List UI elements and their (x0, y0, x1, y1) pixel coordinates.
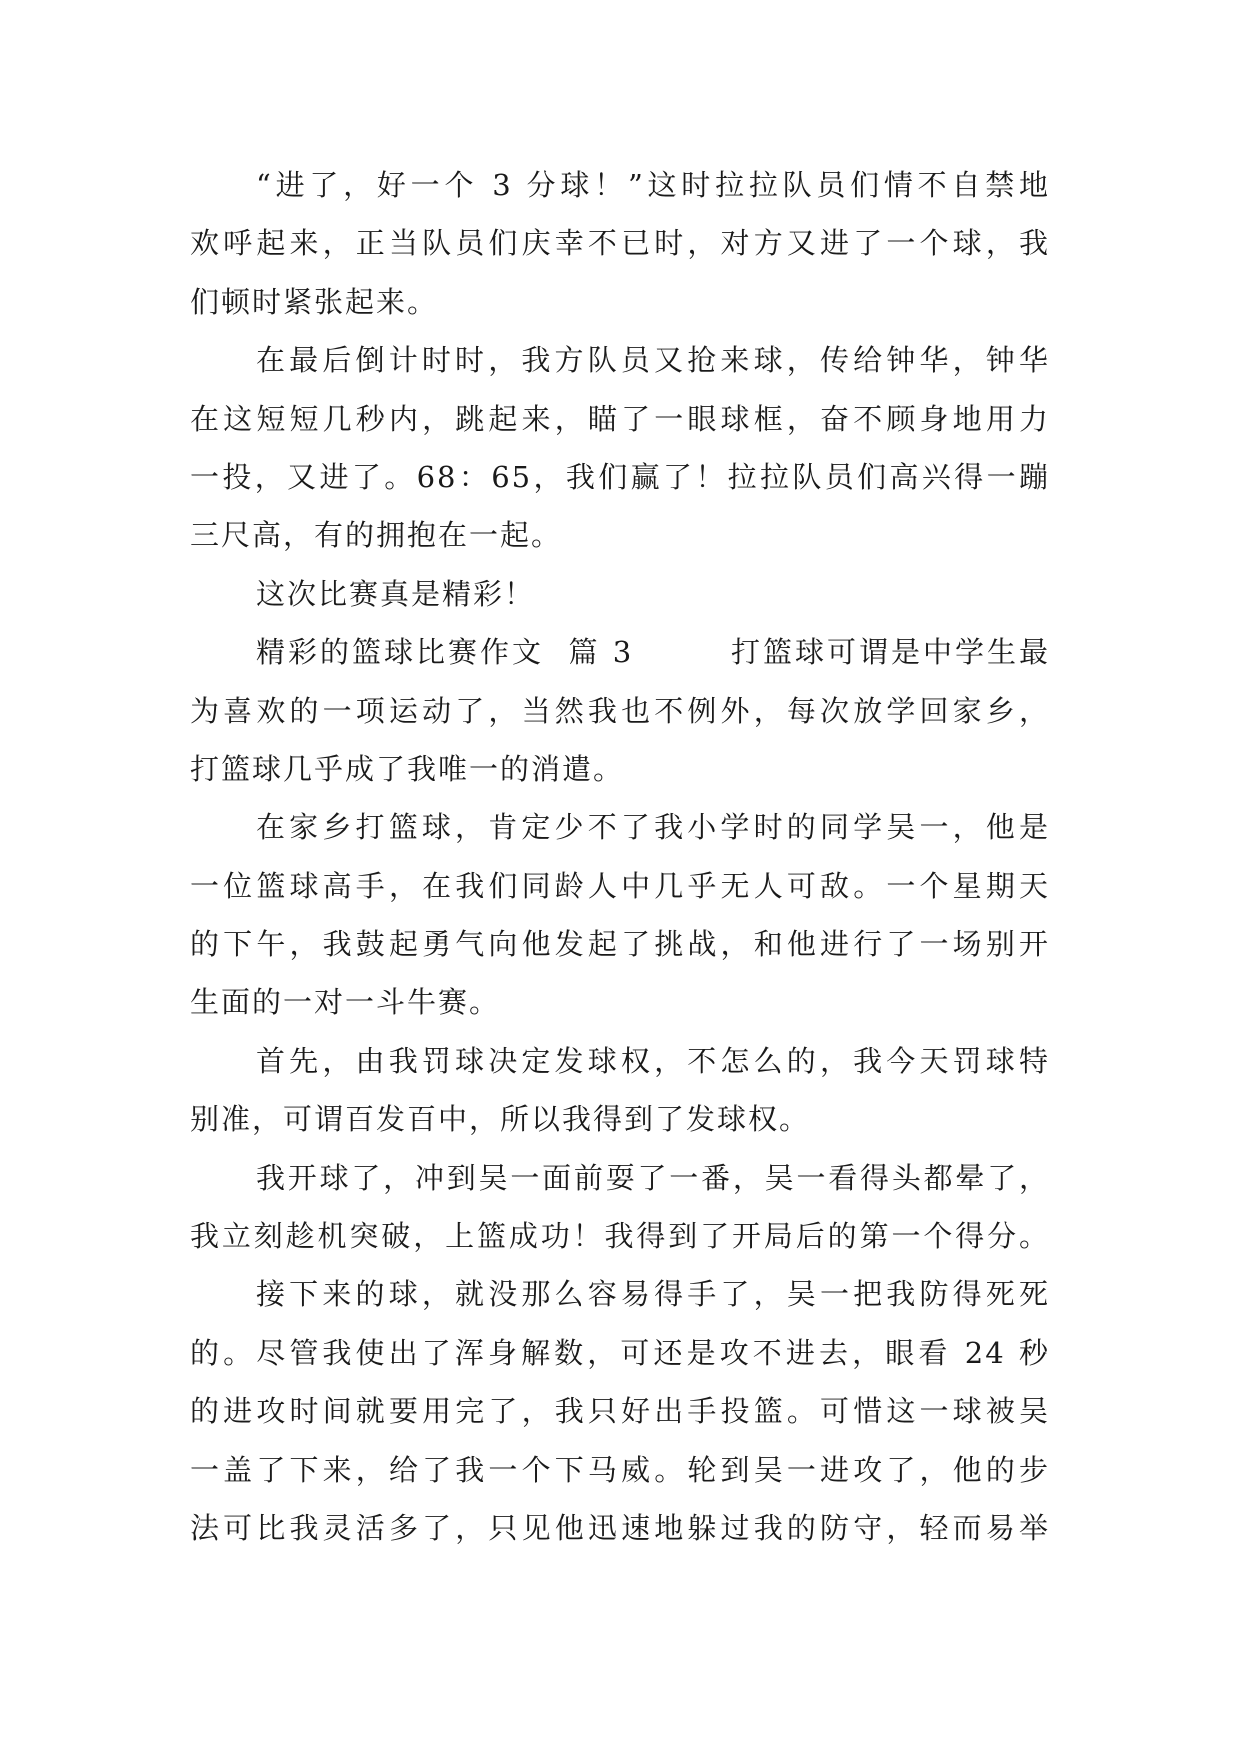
text-line: 在这短短几秒内，跳起来，瞄了一眼球框，奋不顾身地用力 (190, 401, 1050, 436)
text-line: 的。尽管我使出了浑身解数，可还是攻不进去，眼看 24 秒 (190, 1335, 1050, 1370)
text-line: 这次比赛真是精彩！ (256, 576, 536, 611)
text-line: 的下午，我鼓起勇气向他发起了挑战，和他进行了一场别开 (190, 927, 1050, 962)
text-line: 一位篮球高手，在我们同龄人中几乎无人可敌。一个星期天 (190, 868, 1050, 903)
text-line: 在家乡打篮球，肯定少不了我小学时的同学吴一，他是 (256, 810, 1050, 845)
text-line: 三尺高，有的拥抱在一起。 (190, 518, 563, 553)
section-heading-line: 精彩的篮球比赛作文 篇 3 打篮球可谓是中学生最 (256, 635, 1050, 670)
text-line: 别准，可谓百发百中，所以我得到了发球权。 (190, 1102, 811, 1137)
text-line: 首先，由我罚球决定发球权，不怎么的，我今天罚球特 (256, 1043, 1050, 1078)
text-line: 我开球了，冲到吴一面前耍了一番，吴一看得头都晕了， (256, 1160, 1050, 1195)
text-line: “进了，好一个 3 分球！”这时拉拉队员们情不自禁地 (256, 168, 1050, 202)
text-line: 们顿时紧张起来。 (190, 284, 439, 319)
text-line: 我立刻趁机突破，上篮成功！我得到了开局后的第一个得分。 (190, 1219, 1050, 1254)
text-line: 欢呼起来，正当队员们庆幸不已时，对方又进了一个球，我 (190, 226, 1050, 261)
text-line: 生面的一对一斗牛赛。 (190, 985, 501, 1020)
essay-body (190, 156, 1050, 1557)
text-line: 接下来的球，就没那么容易得手了，吴一把我防得死死 (256, 1277, 1050, 1312)
text-line: 一投，又进了。68：65，我们赢了！拉拉队员们高兴得一蹦 (190, 459, 1050, 494)
text-line: 为喜欢的一项运动了，当然我也不例外，每次放学回家乡， (190, 693, 1050, 728)
text-line: 打篮球几乎成了我唯一的消遣。 (190, 751, 625, 786)
text-line: 法可比我灵活多了，只见他迅速地躲过我的防守，轻而易举 (190, 1510, 1050, 1545)
text-line: 在最后倒计时时，我方队员又抢来球，传给钟华，钟华 (256, 343, 1050, 378)
text-line: 的进攻时间就要用完了，我只好出手投篮。可惜这一球被吴 (190, 1394, 1050, 1429)
text-line: 一盖了下来，给了我一个下马威。轮到吴一进攻了，他的步 (190, 1452, 1050, 1487)
